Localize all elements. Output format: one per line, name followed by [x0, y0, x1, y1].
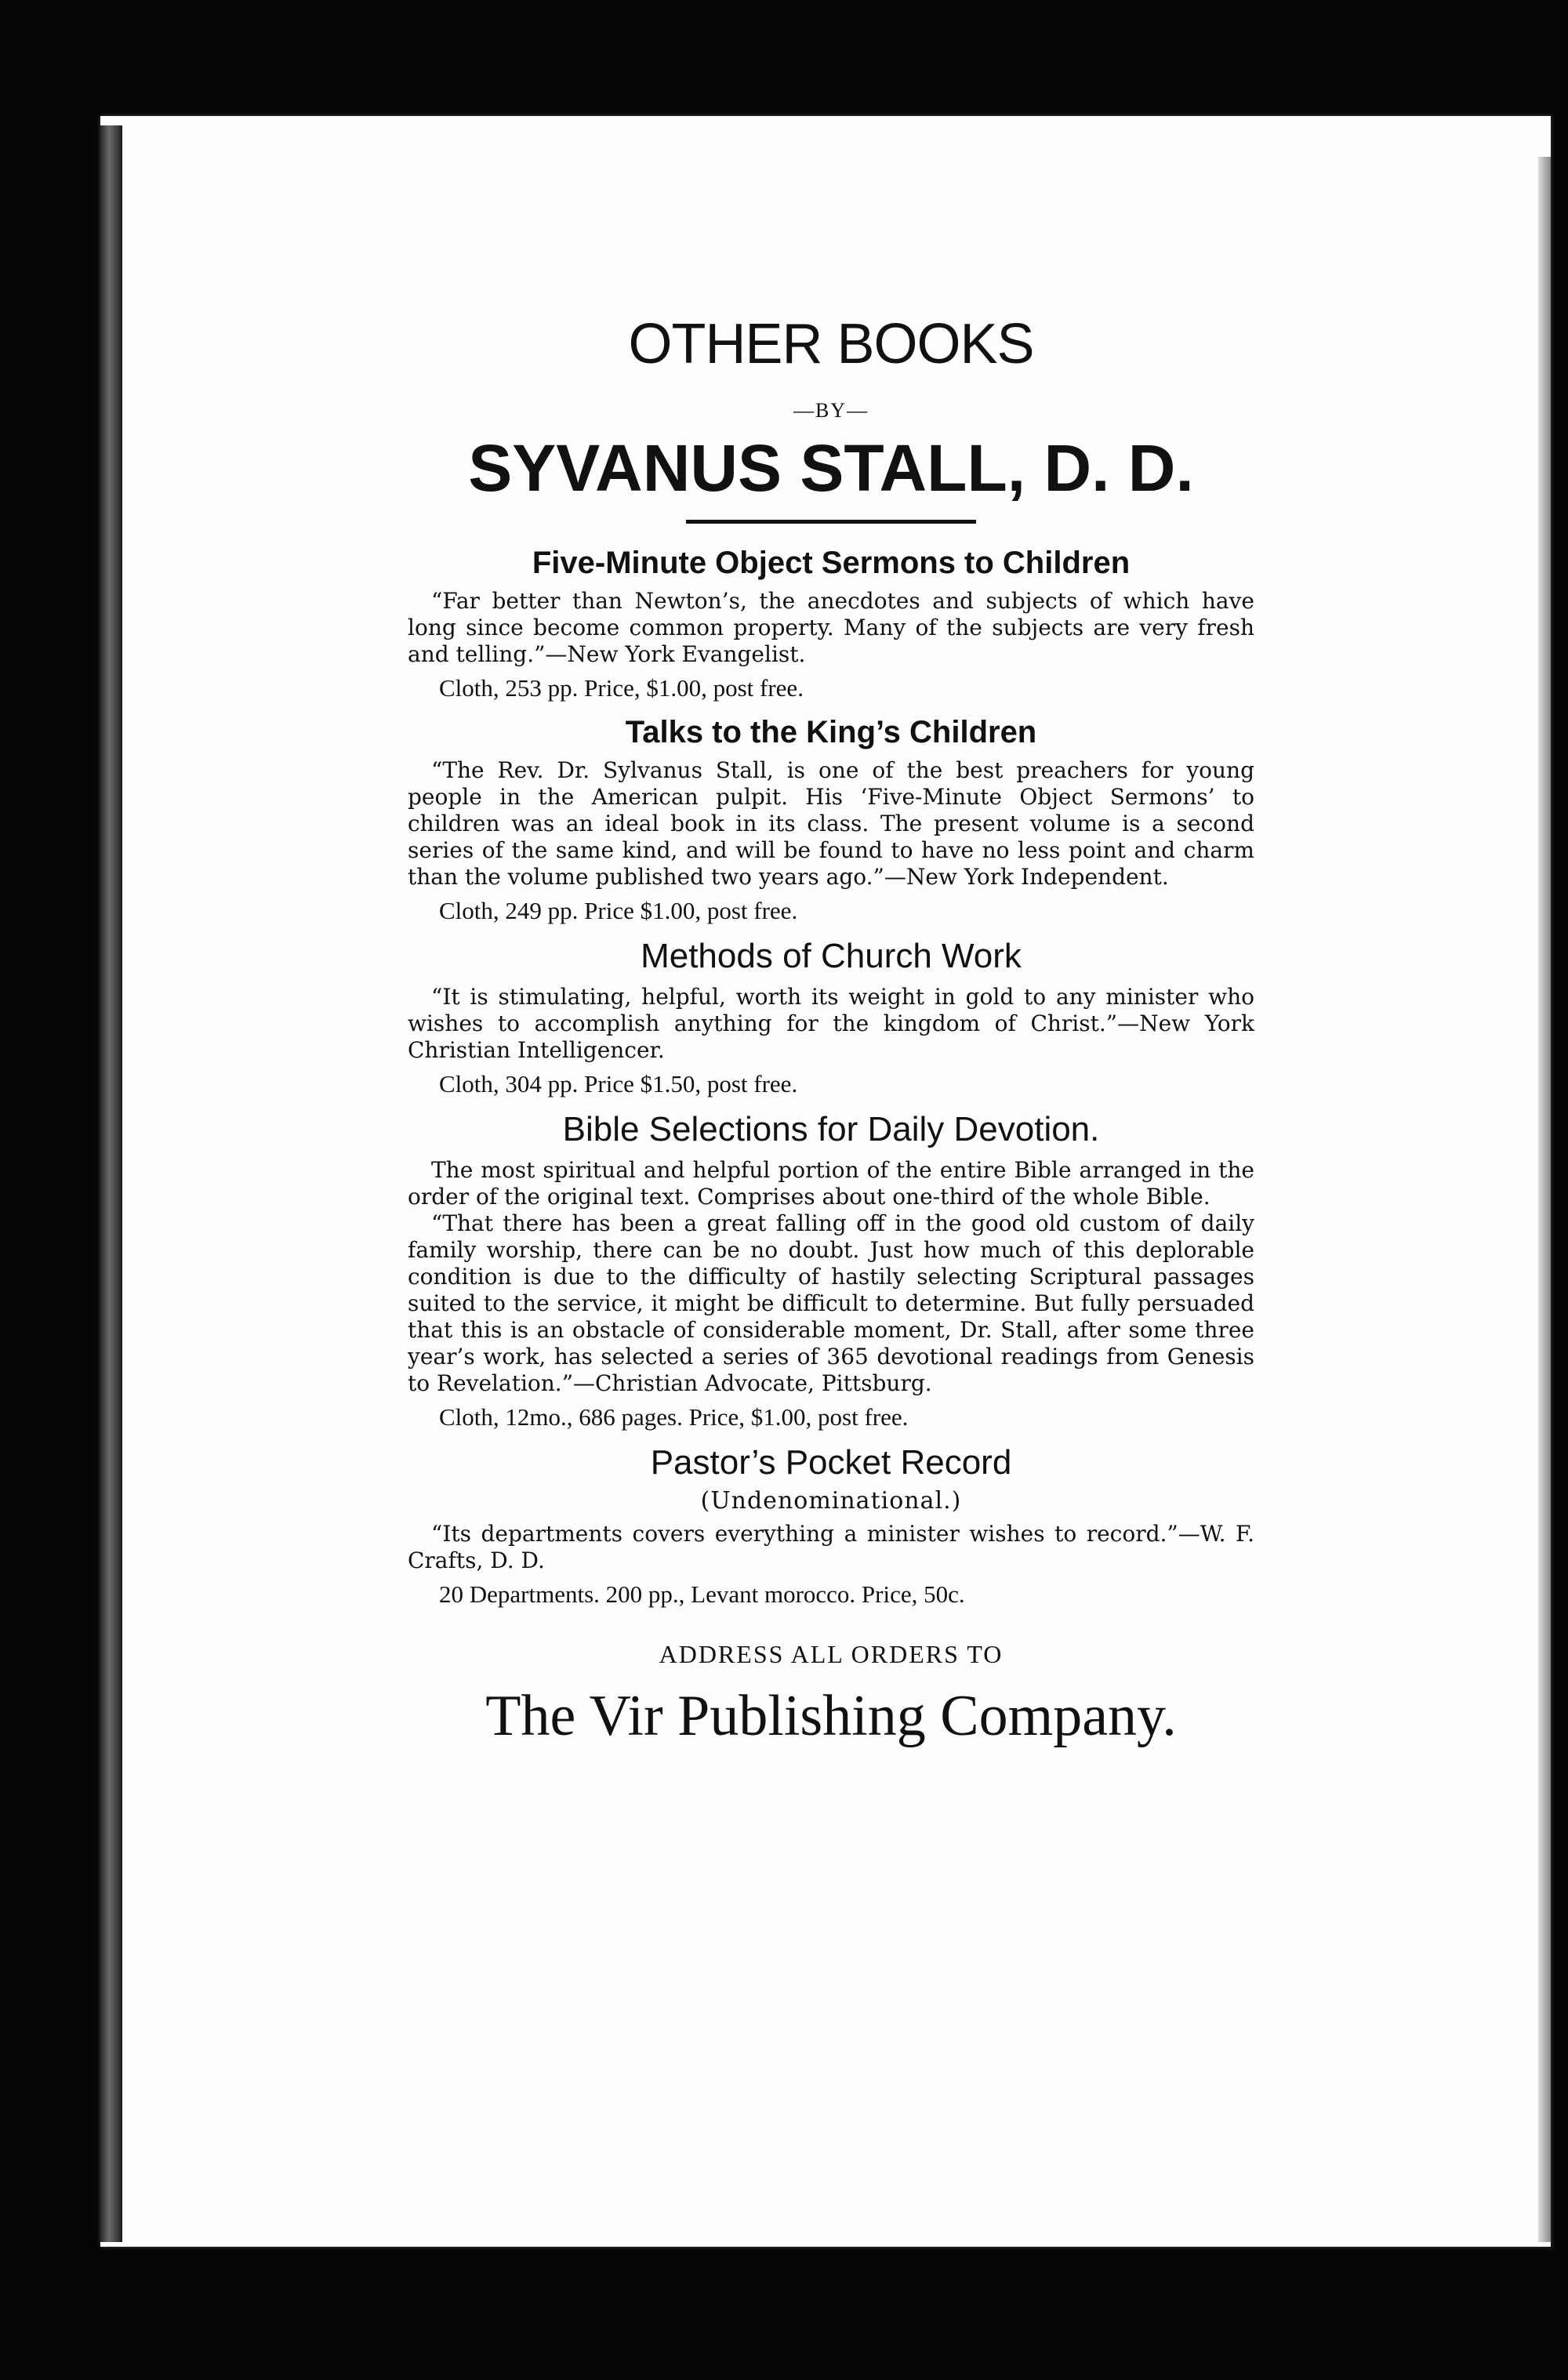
book-entry [408, 1109, 1254, 1431]
book-description: “That there has been a great falling off in the good old custom of daily family worship, there can be no doubt. Just how much of this deplorable condition is due to the difficulty of hastily selecting Scriptural passages suited to the service, it might be difficult to determine. But fully persuaded that this is an obstacle of considerable moment, Dr. Stall, after some three year’s work, has selected a series of 365 devotional readings from Genesis to Revelation.”—Christian Advocate, Pittsburg. [408, 1210, 1254, 1396]
book-price: 20 Departments. 200 pp., Levant morocco. Price, 50c. [439, 1580, 965, 1608]
book-description: “The Rev. Dr. Sylvanus Stall, is one of the best preachers for young people in the American pulpit. His ‘Five-Minute Object Sermons’ to children was an ideal book in its class. The present volume is a second series of the same kind, and will be found to have no less point and charm than the volume published two years ago.”—New York Independent. [408, 757, 1254, 891]
book-description: “Its departments covers everything a minister wishes to record.”—W. F. Crafts, D. D. [408, 1520, 1254, 1573]
book-price: Cloth, 12mo., 686 pages. Price, $1.00, post free. [439, 1402, 909, 1431]
book-title: Methods of Church Work [641, 937, 1022, 976]
book-entry [408, 1442, 1254, 1609]
address-line: ADDRESS ALL ORDERS TO [659, 1639, 1004, 1668]
book-price: Cloth, 253 pp. Price, $1.00, post free. [439, 674, 804, 702]
page-heading: OTHER BOOKS [628, 313, 1034, 376]
book-title: Talks to the King’s Children [625, 715, 1037, 750]
book-entry [408, 544, 1254, 702]
by-line: —BY— [793, 399, 869, 423]
book-subtitle: (Undenominational.) [700, 1486, 962, 1515]
page-right-edge [1538, 157, 1551, 2242]
book-entry [408, 713, 1254, 925]
book-description: “It is stimulating, helpful, worth its weight in gold to any minister who wishes to accomplish anything for the kingdom of Christ.”—New York Christian Intelligencer. [408, 984, 1254, 1064]
book-title: Pastor’s Pocket Record [650, 1442, 1012, 1482]
page-content [408, 314, 1254, 1750]
publisher-name: The Vir Publishing Company. [485, 1683, 1177, 1748]
book-price: Cloth, 249 pp. Price $1.00, post free. [439, 897, 798, 925]
book-title: Five-Minute Object Sermons to Children [532, 546, 1131, 581]
book-description: The most spiritual and helpful portion of the entire Bible arranged in the order of the original text. Comprises about one-third of the whole Bible. [408, 1156, 1254, 1210]
divider-rule [686, 520, 976, 524]
author-name: SYVANUS STALL, D. D. [468, 431, 1194, 506]
book-price: Cloth, 304 pp. Price $1.50, post free. [439, 1070, 798, 1098]
book-description: “Far better than Newton’s, the anecdotes and subjects of which have long since become common property. Many of the subjects are very fresh and telling.”—New York Evangelist. [408, 588, 1254, 668]
page-spine-shadow [100, 125, 122, 2242]
book-entry [408, 936, 1254, 1098]
book-title: Bible Selections for Daily Devotion. [562, 1110, 1100, 1149]
